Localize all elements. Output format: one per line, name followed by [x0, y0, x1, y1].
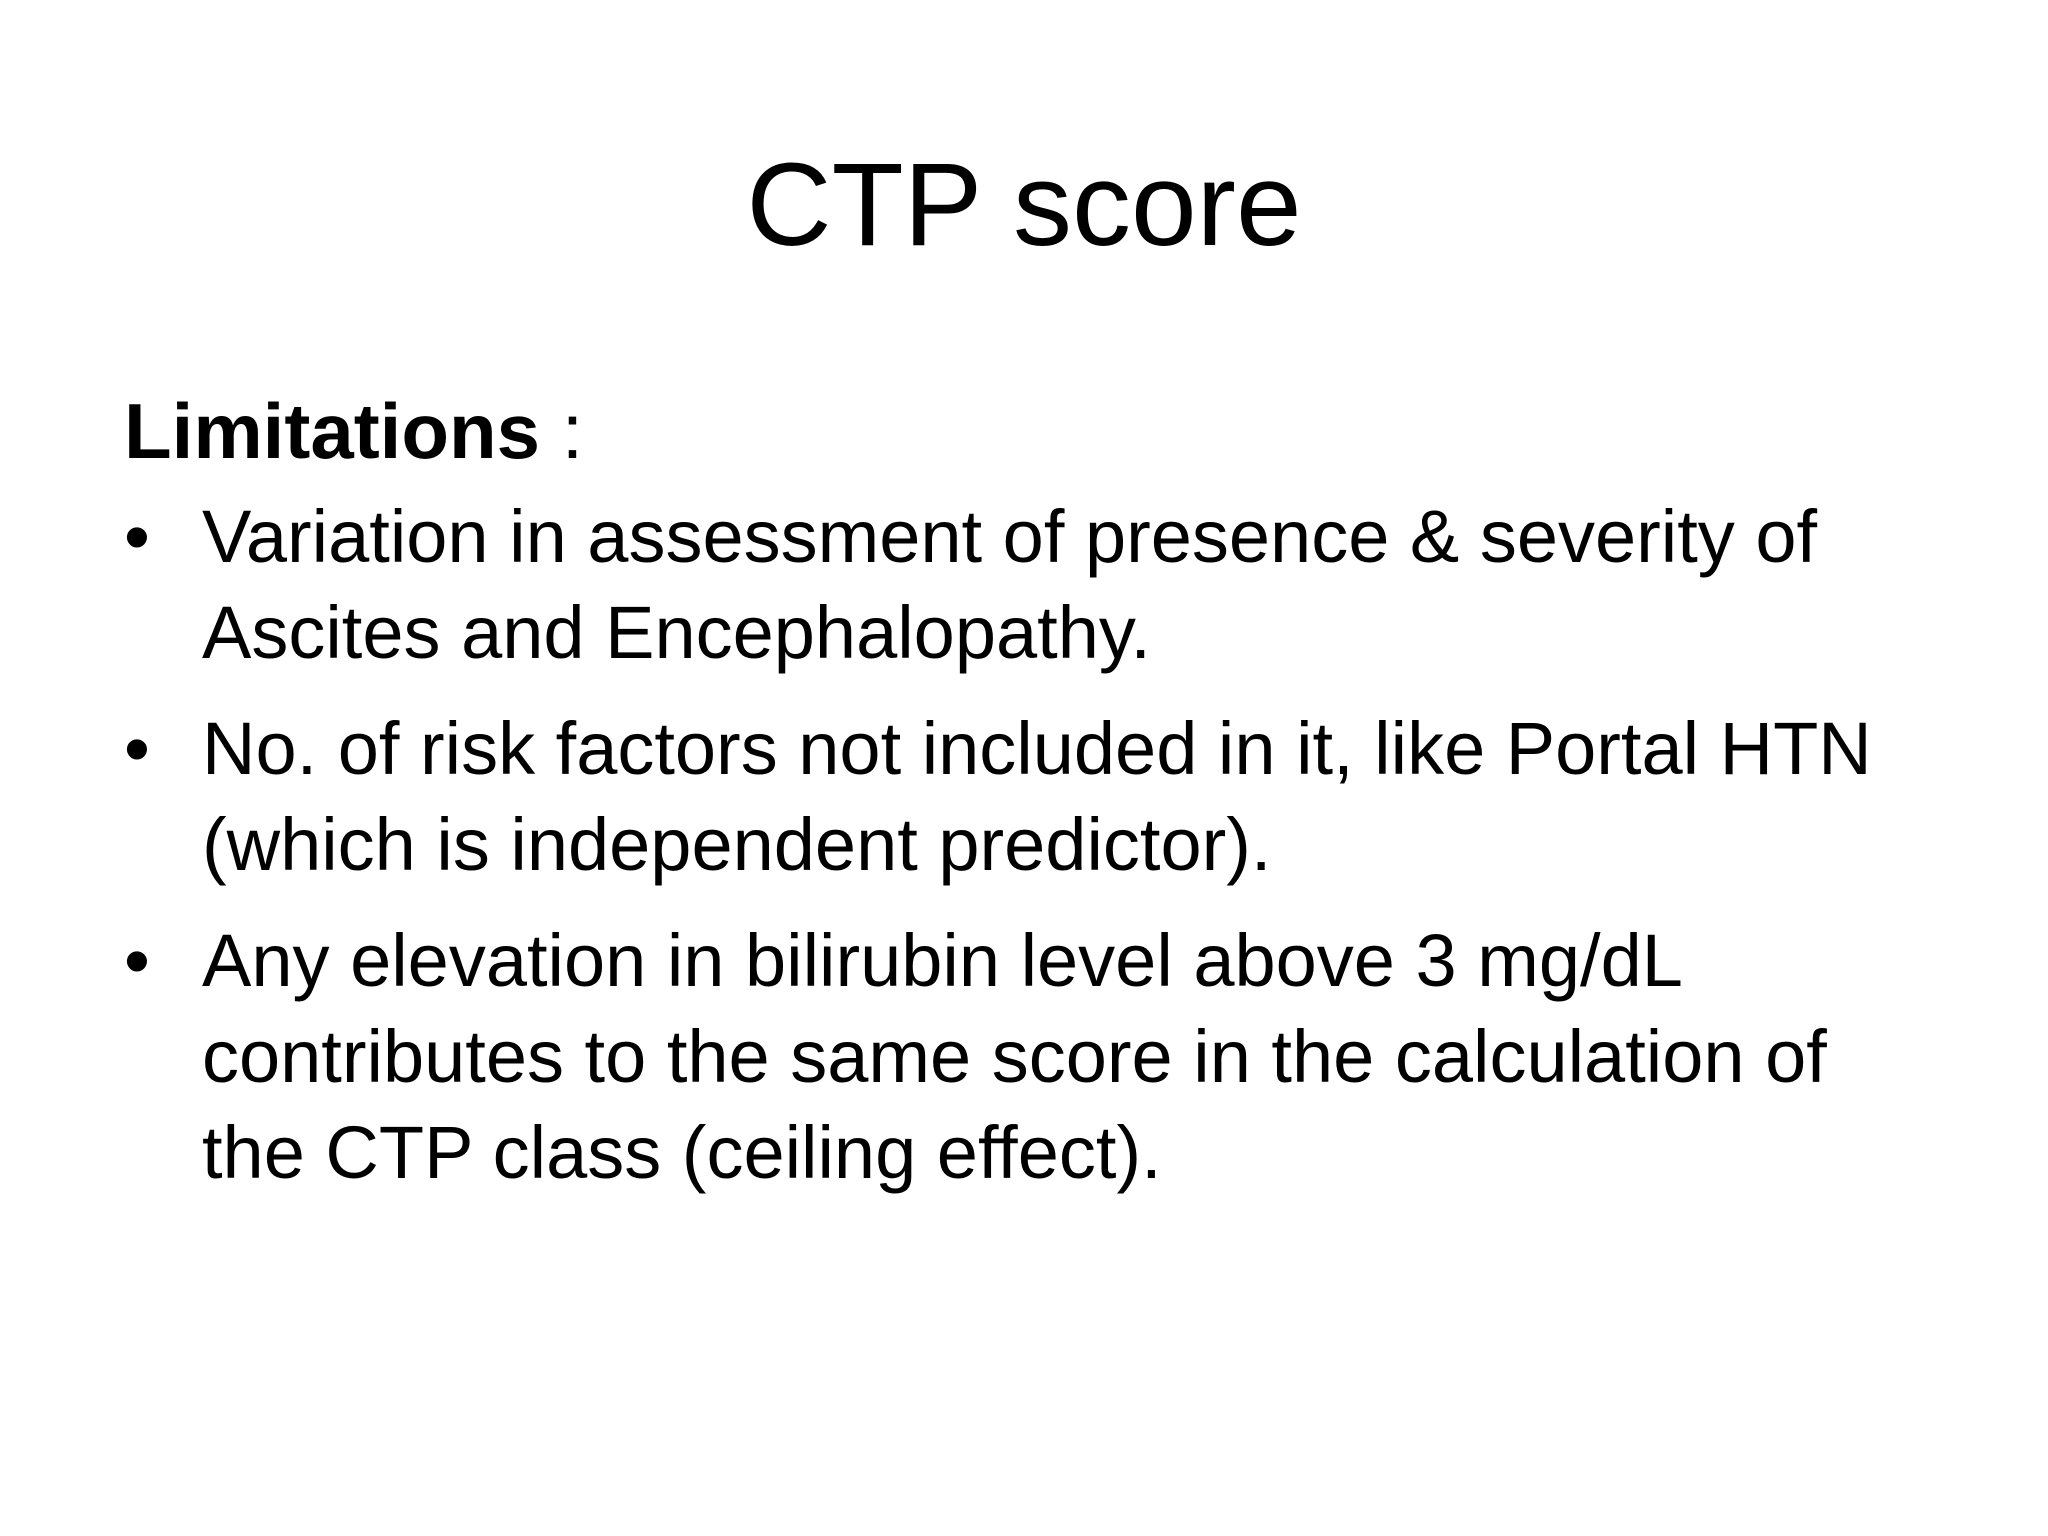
bullet-text-line: Variation in assessment of presence & severity of — [202, 495, 1818, 578]
bullet-icon: • — [124, 919, 150, 1002]
section-heading-label: Limitations — [124, 387, 541, 475]
list-item — [124, 913, 1944, 1201]
bullet-text-line: the CTP class (ceiling effect). — [202, 1111, 1162, 1194]
bullet-text-line: No. of risk factors not included in it, like Portal HTN — [202, 707, 1872, 790]
bullet-text-line: (which is independent predictor). — [202, 803, 1272, 886]
bullet-text-line: Ascites and Encephalopathy. — [202, 591, 1151, 674]
list-item — [124, 489, 1944, 681]
bullet-list — [124, 489, 1944, 1201]
slide-title: CTP score — [746, 139, 1302, 271]
section-heading-suffix: : — [540, 387, 584, 475]
bullet-icon: • — [124, 707, 150, 790]
list-item — [124, 701, 1944, 893]
bullet-text-line: Any elevation in bilirubin level above 3 mg/dL — [202, 919, 1683, 1002]
bullet-icon: • — [124, 495, 150, 578]
section-heading — [124, 385, 1944, 477]
slide-content — [124, 385, 1944, 1221]
bullet-text-line: contributes to the same score in the calculation of — [202, 1015, 1827, 1098]
